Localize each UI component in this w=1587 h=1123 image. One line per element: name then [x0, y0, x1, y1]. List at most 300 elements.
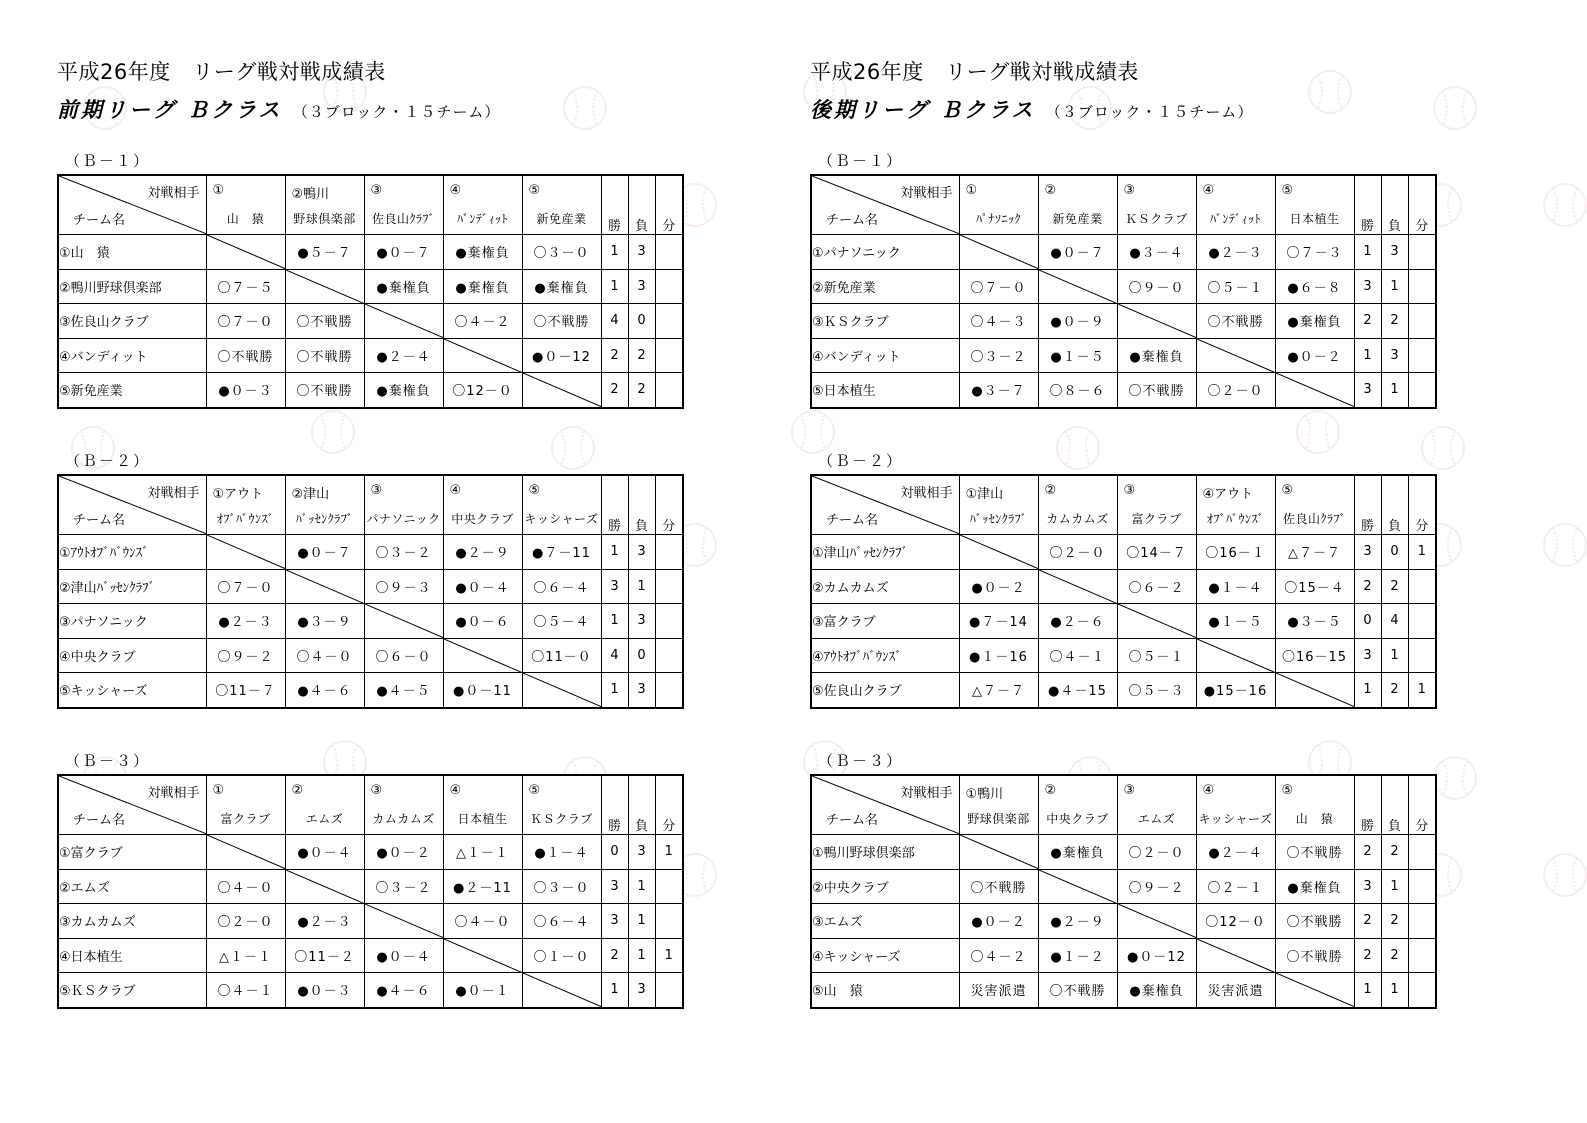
match-result: 〇３－０ — [522, 869, 601, 904]
opponent-number: ⑤ — [528, 483, 541, 498]
opponent-header — [1038, 775, 1117, 835]
opponent-name: ＫＳクラブ — [530, 812, 593, 826]
win-count: 1 — [601, 269, 628, 304]
self-match-cell — [206, 535, 285, 570]
corner-header — [58, 475, 206, 535]
win-count: 2 — [601, 373, 628, 408]
baseball-icon — [1422, 427, 1464, 469]
draw-header: 分 — [655, 175, 683, 235]
win-count: 4 — [601, 304, 628, 339]
opponent-name: 富クラブ — [1131, 512, 1182, 526]
opponent-header — [285, 175, 364, 235]
opponent-name: ﾊﾞﾝﾃﾞｨｯﾄ — [456, 212, 508, 226]
match-result: 〇４－１ — [1038, 638, 1117, 673]
opponent-header — [1275, 475, 1354, 535]
loss-count: 1 — [1381, 869, 1408, 904]
win-count: 2 — [601, 338, 628, 373]
match-result: ●棄権負 — [1275, 869, 1354, 904]
opponent-header — [1196, 775, 1275, 835]
block-label: （Ｂ－２） — [818, 452, 904, 470]
diagonal-slash — [207, 535, 285, 569]
draw-count — [655, 304, 683, 339]
diagonal-slash — [1276, 373, 1354, 407]
opponent-header — [1275, 175, 1354, 235]
loss-count: 3 — [628, 604, 655, 639]
win-count: 2 — [1354, 569, 1381, 604]
loss-count: 1 — [1381, 973, 1408, 1008]
loss-count: 3 — [628, 535, 655, 570]
opponent-header — [443, 475, 522, 535]
team-name: ②新免産業 — [811, 269, 959, 304]
match-result: 〇９－２ — [1117, 869, 1196, 904]
draw-count: 1 — [1408, 673, 1436, 708]
results-table — [57, 474, 684, 709]
loss-header: 負 — [1381, 475, 1408, 535]
match-result: ●１－５ — [1038, 338, 1117, 373]
match-result: 〇９－０ — [1117, 269, 1196, 304]
team-name: ②中央クラブ — [811, 869, 959, 904]
diagonal-slash — [1197, 339, 1275, 373]
opponent-number: ③ — [1123, 183, 1136, 198]
team-axis-label: チーム名 — [73, 813, 126, 828]
team-name: ①津山ﾊﾞｯｾﾝｸﾗﾌﾞ — [811, 535, 959, 570]
opponent-number: ② — [1044, 183, 1057, 198]
opponent-header — [522, 475, 601, 535]
match-result: ●１－２ — [1038, 938, 1117, 973]
opponent-name: 日本植生 — [457, 812, 508, 826]
block-label: （Ｂ－３） — [818, 752, 904, 770]
diagonal-slash — [1039, 270, 1117, 304]
match-result: 〇２－０ — [1117, 835, 1196, 870]
match-result: 〇３－２ — [364, 869, 443, 904]
win-count: 2 — [601, 938, 628, 973]
loss-count: 3 — [1381, 235, 1408, 270]
table-row — [811, 673, 1436, 708]
team-name: ⑤新免産業 — [58, 373, 206, 408]
diagonal-slash — [1197, 939, 1275, 973]
self-match-cell — [1275, 973, 1354, 1008]
match-result: 〇16－１ — [1196, 535, 1275, 570]
team-axis-label: チーム名 — [826, 213, 879, 228]
draw-header: 分 — [655, 775, 683, 835]
draw-count — [1408, 973, 1436, 1008]
match-result: ●５－７ — [285, 235, 364, 270]
corner-header — [811, 475, 959, 535]
table-row — [811, 904, 1436, 939]
results-table — [57, 174, 684, 409]
corner-header — [58, 775, 206, 835]
draw-count — [655, 235, 683, 270]
team-name: ③富クラブ — [811, 604, 959, 639]
match-result: ●０－12 — [1117, 938, 1196, 973]
table-row — [58, 638, 683, 673]
match-result: ●４－15 — [1038, 673, 1117, 708]
opponent-number: ②津山 — [291, 487, 330, 502]
self-match-cell — [1117, 304, 1196, 339]
match-result: 〇５－１ — [1196, 269, 1275, 304]
match-result: ●０－４ — [443, 569, 522, 604]
match-result: 〇４－０ — [285, 638, 364, 673]
diagonal-slash — [1118, 604, 1196, 638]
draw-count — [1408, 835, 1436, 870]
table-row — [58, 373, 683, 408]
match-result: 〇11－０ — [522, 638, 601, 673]
team-name: ⑤日本植生 — [811, 373, 959, 408]
win-count: 1 — [601, 973, 628, 1008]
match-result: 〇14－７ — [1117, 535, 1196, 570]
opponent-number: ③ — [370, 783, 383, 798]
opponent-name: 中央クラブ — [1046, 812, 1109, 826]
match-result: ●３－９ — [285, 604, 364, 639]
header-row — [58, 775, 683, 835]
table-row — [811, 535, 1436, 570]
self-match-cell — [959, 835, 1038, 870]
loss-count: 3 — [628, 235, 655, 270]
opponent-header — [206, 175, 285, 235]
team-name: ③エムズ — [811, 904, 959, 939]
self-match-cell — [1038, 569, 1117, 604]
diagonal-slash — [286, 570, 364, 604]
league-class-label: 前期リーグ Ｂクラス — [57, 98, 283, 122]
loss-header: 負 — [1381, 175, 1408, 235]
match-result: ●０－９ — [1038, 304, 1117, 339]
match-result: ●15－16 — [1196, 673, 1275, 708]
opponent-number: ②鴨川 — [291, 187, 330, 202]
draw-header: 分 — [1408, 775, 1436, 835]
loss-count: 1 — [1381, 269, 1408, 304]
opponent-name: 佐良山ｸﾗﾌﾞ — [1282, 512, 1346, 526]
match-result: ●０－２ — [364, 835, 443, 870]
table-row — [811, 338, 1436, 373]
match-result: 〇４－２ — [443, 304, 522, 339]
self-match-cell — [1038, 269, 1117, 304]
draw-count — [1408, 304, 1436, 339]
opponent-header — [364, 475, 443, 535]
draw-count: 1 — [1408, 535, 1436, 570]
opponent-number: ⑤ — [528, 783, 541, 798]
self-match-cell — [364, 904, 443, 939]
draw-count — [1408, 869, 1436, 904]
match-result: ●２－３ — [285, 904, 364, 939]
diagonal-slash — [444, 639, 522, 673]
table-row — [58, 869, 683, 904]
draw-count — [1408, 373, 1436, 408]
opponent-header — [959, 175, 1038, 235]
win-header: 勝 — [601, 775, 628, 835]
win-count: 2 — [1354, 938, 1381, 973]
self-match-cell — [285, 269, 364, 304]
table-row — [811, 604, 1436, 639]
loss-count: 1 — [1381, 638, 1408, 673]
draw-count — [655, 673, 683, 708]
opponent-header — [285, 775, 364, 835]
self-match-cell — [1196, 938, 1275, 973]
opponent-name: ﾊﾞｯｾﾝｸﾗﾌﾞ — [295, 512, 354, 526]
match-result: ●３－４ — [1117, 235, 1196, 270]
match-result: 〇不戦勝 — [1117, 373, 1196, 408]
team-name: ③佐良山クラブ — [58, 304, 206, 339]
match-result: 〇４－０ — [206, 869, 285, 904]
self-match-cell — [1275, 373, 1354, 408]
match-result: 〇９－２ — [206, 638, 285, 673]
draw-count — [1408, 269, 1436, 304]
team-name: ③パナソニック — [58, 604, 206, 639]
sheet-subtitle — [810, 94, 1253, 124]
loss-count: 2 — [1381, 569, 1408, 604]
table-row — [58, 304, 683, 339]
draw-count — [1408, 604, 1436, 639]
self-match-cell — [364, 304, 443, 339]
draw-count — [655, 569, 683, 604]
team-name: ④バンディット — [811, 338, 959, 373]
match-result: 〇12－０ — [1196, 904, 1275, 939]
table-row — [811, 373, 1436, 408]
match-result: 〇６－４ — [522, 569, 601, 604]
opponent-name: ﾊﾞｯｾﾝｸﾗﾌﾞ — [969, 512, 1028, 526]
match-result: ●３－７ — [959, 373, 1038, 408]
draw-count — [655, 269, 683, 304]
header-row — [811, 475, 1436, 535]
match-result: 〇７－０ — [959, 269, 1038, 304]
match-result: 〇16－15 — [1275, 638, 1354, 673]
win-count: 1 — [1354, 338, 1381, 373]
match-result: ●１－４ — [522, 835, 601, 870]
match-result: ●７－11 — [522, 535, 601, 570]
loss-count: 1 — [628, 904, 655, 939]
match-result: 〇７－３ — [1275, 235, 1354, 270]
match-result: 〇４－２ — [959, 938, 1038, 973]
header-row — [58, 175, 683, 235]
opponent-name: 野球倶楽部 — [967, 812, 1030, 826]
table-row — [58, 938, 683, 973]
block-label: （Ｂ－１） — [818, 152, 904, 170]
league-class-note: （３ブロック・１５チーム） — [292, 103, 501, 121]
opponent-number: ④ — [1202, 783, 1215, 798]
team-name: ④ｱｳﾄｵﾌﾞﾊﾞｳﾝｽﾞ — [811, 638, 959, 673]
match-result: 〇３－０ — [522, 235, 601, 270]
win-count: 1 — [1354, 973, 1381, 1008]
win-count: 4 — [601, 638, 628, 673]
self-match-cell — [364, 604, 443, 639]
diagonal-slash — [960, 535, 1038, 569]
win-count: 3 — [1354, 269, 1381, 304]
match-result: 〇不戦勝 — [522, 304, 601, 339]
win-count: 1 — [1354, 235, 1381, 270]
opponent-axis-label: 対戦相手 — [147, 186, 200, 201]
loss-count: 1 — [628, 869, 655, 904]
loss-count: 1 — [1381, 373, 1408, 408]
draw-count — [655, 904, 683, 939]
team-axis-label: チーム名 — [73, 513, 126, 528]
header-row — [58, 475, 683, 535]
match-result: 〇３－２ — [959, 338, 1038, 373]
match-result: ●０－３ — [285, 973, 364, 1008]
team-name: ②鴨川野球倶楽部 — [58, 269, 206, 304]
match-result: ●０－２ — [1275, 338, 1354, 373]
loss-count: 2 — [1381, 835, 1408, 870]
diagonal-slash — [207, 835, 285, 869]
diagonal-slash — [1197, 639, 1275, 673]
match-result: 〇５－４ — [522, 604, 601, 639]
win-count: 2 — [1354, 904, 1381, 939]
match-result: 〇６－４ — [522, 904, 601, 939]
opponent-number: ③ — [1123, 783, 1136, 798]
opponent-name: パナソニック — [366, 512, 441, 526]
win-count: 3 — [1354, 373, 1381, 408]
loss-count: 0 — [628, 638, 655, 673]
team-name: ④キッシャーズ — [811, 938, 959, 973]
draw-count — [655, 973, 683, 1008]
opponent-header — [959, 775, 1038, 835]
table-row — [58, 569, 683, 604]
opponent-header — [522, 775, 601, 835]
opponent-header — [364, 175, 443, 235]
match-result: 〇４－０ — [443, 904, 522, 939]
team-name: ⑤山 猿 — [811, 973, 959, 1008]
opponent-number: ① — [965, 183, 978, 198]
match-result: 〇６－０ — [364, 638, 443, 673]
match-result: ●０－１ — [443, 973, 522, 1008]
match-result: ●棄権負 — [1117, 338, 1196, 373]
match-result: 〇６－２ — [1117, 569, 1196, 604]
team-name: ③ＫＳクラブ — [811, 304, 959, 339]
match-result: ●１－16 — [959, 638, 1038, 673]
match-result: 〇２－０ — [1196, 373, 1275, 408]
diagonal-slash — [523, 673, 601, 707]
opponent-name: 日本植生 — [1289, 212, 1340, 226]
opponent-header — [1196, 175, 1275, 235]
opponent-number: ① — [212, 183, 225, 198]
loss-count: 0 — [1381, 535, 1408, 570]
self-match-cell — [443, 638, 522, 673]
table-row — [811, 304, 1436, 339]
self-match-cell — [1196, 638, 1275, 673]
match-result: ●０－４ — [364, 938, 443, 973]
diagonal-slash — [444, 939, 522, 973]
opponent-name: カムカムズ — [1046, 512, 1109, 526]
match-result: 〇２－１ — [1196, 869, 1275, 904]
opponent-number: ①アウト — [212, 487, 264, 502]
match-result: 〇３－２ — [364, 535, 443, 570]
opponent-header — [959, 475, 1038, 535]
table-row — [811, 835, 1436, 870]
opponent-name: エムズ — [1137, 812, 1176, 826]
loss-count: 3 — [628, 269, 655, 304]
diagonal-slash — [1118, 304, 1196, 338]
win-count: 2 — [1354, 304, 1381, 339]
opponent-number: ④ — [1202, 183, 1215, 198]
self-match-cell — [1275, 673, 1354, 708]
match-result: 〇不戦勝 — [206, 338, 285, 373]
team-name: ⑤キッシャーズ — [58, 673, 206, 708]
diagonal-slash — [286, 270, 364, 304]
draw-count: 1 — [655, 835, 683, 870]
win-count: 3 — [601, 904, 628, 939]
diagonal-slash — [523, 973, 601, 1007]
opponent-name: キッシャーズ — [1198, 812, 1273, 826]
diagonal-slash — [365, 604, 443, 638]
opponent-header — [443, 775, 522, 835]
match-result: ●０－７ — [285, 535, 364, 570]
win-count: 1 — [1354, 673, 1381, 708]
table-row — [58, 835, 683, 870]
corner-header — [58, 175, 206, 235]
loss-count: 2 — [1381, 938, 1408, 973]
draw-count — [655, 604, 683, 639]
team-name: ①ｱｳﾄｵﾌﾞﾊﾞｳﾝｽﾞ — [58, 535, 206, 570]
match-result: 〇不戦勝 — [285, 338, 364, 373]
draw-header: 分 — [1408, 475, 1436, 535]
team-name: ②エムズ — [58, 869, 206, 904]
loss-count: 2 — [628, 373, 655, 408]
team-name: ⑤佐良山クラブ — [811, 673, 959, 708]
baseball-icon — [1434, 87, 1476, 129]
diagonal-slash — [1276, 673, 1354, 707]
opponent-number: ⑤ — [1281, 183, 1294, 198]
team-name: ②津山ﾊﾞｯｾﾝｸﾗﾌﾞ — [58, 569, 206, 604]
corner-header — [811, 175, 959, 235]
baseball-icon — [1544, 854, 1586, 896]
match-result: ●棄権負 — [1117, 973, 1196, 1008]
match-result: ●棄権負 — [443, 269, 522, 304]
win-count: 1 — [601, 235, 628, 270]
opponent-header — [1117, 475, 1196, 535]
match-result: 〇８－６ — [1038, 373, 1117, 408]
match-result: ●４－６ — [364, 973, 443, 1008]
loss-header: 負 — [628, 475, 655, 535]
opponent-name: 新免産業 — [536, 212, 587, 226]
table-row — [811, 973, 1436, 1008]
match-result: ●４－６ — [285, 673, 364, 708]
match-result: ●棄権負 — [364, 269, 443, 304]
match-result: ●２－３ — [1196, 235, 1275, 270]
win-count: 3 — [601, 869, 628, 904]
win-header: 勝 — [1354, 475, 1381, 535]
win-header: 勝 — [601, 175, 628, 235]
self-match-cell — [959, 235, 1038, 270]
match-result: ●０－６ — [443, 604, 522, 639]
draw-count — [1408, 235, 1436, 270]
opponent-number: ③ — [1123, 483, 1136, 498]
opponent-header — [285, 475, 364, 535]
team-name: ④中央クラブ — [58, 638, 206, 673]
match-result: 〇４－１ — [206, 973, 285, 1008]
table-row — [58, 535, 683, 570]
baseball-icon — [792, 411, 834, 453]
match-result: 〇不戦勝 — [1275, 938, 1354, 973]
table-row — [58, 904, 683, 939]
opponent-name: キッシャーズ — [524, 512, 599, 526]
match-result: ●０－11 — [443, 673, 522, 708]
opponent-number: ② — [1044, 783, 1057, 798]
loss-count: 1 — [628, 569, 655, 604]
self-match-cell — [443, 338, 522, 373]
win-count: 2 — [1354, 835, 1381, 870]
opponent-header — [443, 175, 522, 235]
table-row — [58, 269, 683, 304]
match-result: ●棄権負 — [364, 373, 443, 408]
opponent-axis-label: 対戦相手 — [900, 486, 953, 501]
match-result: ●２－９ — [443, 535, 522, 570]
match-result: 災害派遣 — [1196, 973, 1275, 1008]
win-header: 勝 — [1354, 775, 1381, 835]
opponent-number: ①鴨川 — [965, 787, 1004, 802]
opponent-number: ② — [291, 783, 304, 798]
match-result: 〇５－１ — [1117, 638, 1196, 673]
table-row — [58, 338, 683, 373]
loss-count: 0 — [628, 304, 655, 339]
opponent-name: 佐良山ｸﾗﾌﾞ — [371, 212, 435, 226]
